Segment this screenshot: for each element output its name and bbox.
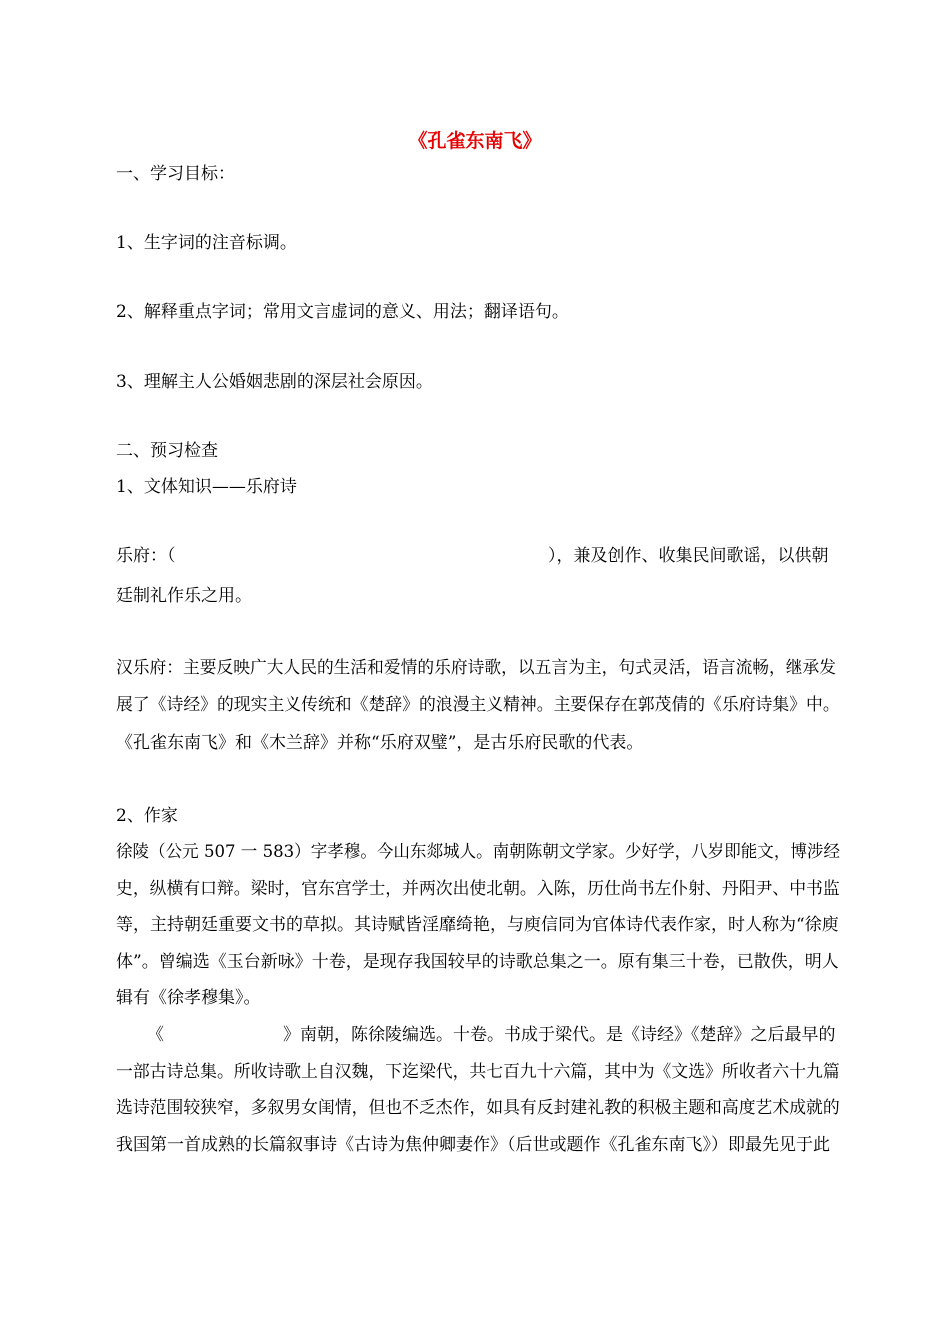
text-line: 汉乐府：主要反映广大人民的生活和爱情的乐府诗歌，以五言为主，句式灵活，语言流畅，继承发 (116, 658, 837, 678)
yuefu-definition-line2: 廷制礼作乐之用。 (116, 586, 252, 606)
goal-item-2: 2、解释重点字词；常用文言虚词的意义、用法；翻译语句。 (116, 302, 569, 322)
yuefu-definition-rest: ），兼及创作、收集民间歌谣，以供朝 (548, 546, 829, 566)
author-line-2: 史，纵横有口辩。梁时，官东宫学士，并两次出使北朝。入陈，历仕尚书左仆射、丹阳尹、中书监 (116, 879, 840, 899)
goal-item-3: 3、理解主人公婚姻悲剧的深层社会原因。 (116, 372, 433, 392)
book-line-1: 一部古诗总集。所收诗歌上自汉魏，下迄梁代，共七百九十六篇，其中为《文选》所收者六十九篇 (116, 1062, 840, 1082)
han-yuefu-line-1 (116, 657, 836, 679)
subheading-genre: 1、文体知识——乐府诗 (116, 477, 297, 497)
author-line-5: 辑有《徐孝穆集》。 (116, 988, 261, 1008)
document-title: 《孔雀东南飞》 (408, 130, 542, 152)
author-line-4: 体”。曾编选《玉台新咏》十卷，是现存我国较早的诗歌总集之一。原有集三十卷，已散佚，明人 (116, 952, 839, 972)
section-heading-objectives: 一、学习目标： (116, 164, 235, 184)
book-line-3: 我国第一首成熟的长篇叙事诗《古诗为焦仲卿妻作》（后世或题作《孔雀东南飞》）即最先见于此 (116, 1135, 830, 1155)
han-yuefu-line-3: 《孔雀东南飞》和《木兰辞》并称“乐府双璧”，是古乐府民歌的代表。 (116, 733, 644, 753)
han-yuefu-line-2: 展了《诗经》的现实主义传统和《楚辞》的浪漫主义精神。主要保存在郭茂倩的《乐府诗集》中。 (116, 695, 840, 715)
yuefu-label: 乐府：（ (116, 546, 176, 566)
subheading-author: 2、作家 (116, 806, 178, 826)
goal-item-1: 1、生字词的注音标调。 (116, 233, 297, 253)
book-intro-rest: 》南朝，陈徐陵编选。十卷。书成于梁代。是《诗经》《楚辞》之后最早的 (283, 1025, 836, 1045)
section-heading-preview: 二、预习检查 (116, 441, 218, 461)
author-line-3: 等，主持朝廷重要文书的草拟。其诗赋皆淫靡绮艳，与庾信同为官体诗代表作家，时人称为“徐庾 (116, 915, 839, 935)
author-line-1: 徐陵（公元 507 一 583）字孝穆。今山东郯城人。南朝陈朝文学家。少好学，八岁即能文，博涉经 (116, 842, 841, 862)
book-line-2: 选诗范围较狭窄，多叙男女闺情，但也不乏杰作，如具有反封建礼教的积极主题和高度艺术成就的 (116, 1098, 840, 1118)
book-title-open: 《 (147, 1025, 164, 1045)
